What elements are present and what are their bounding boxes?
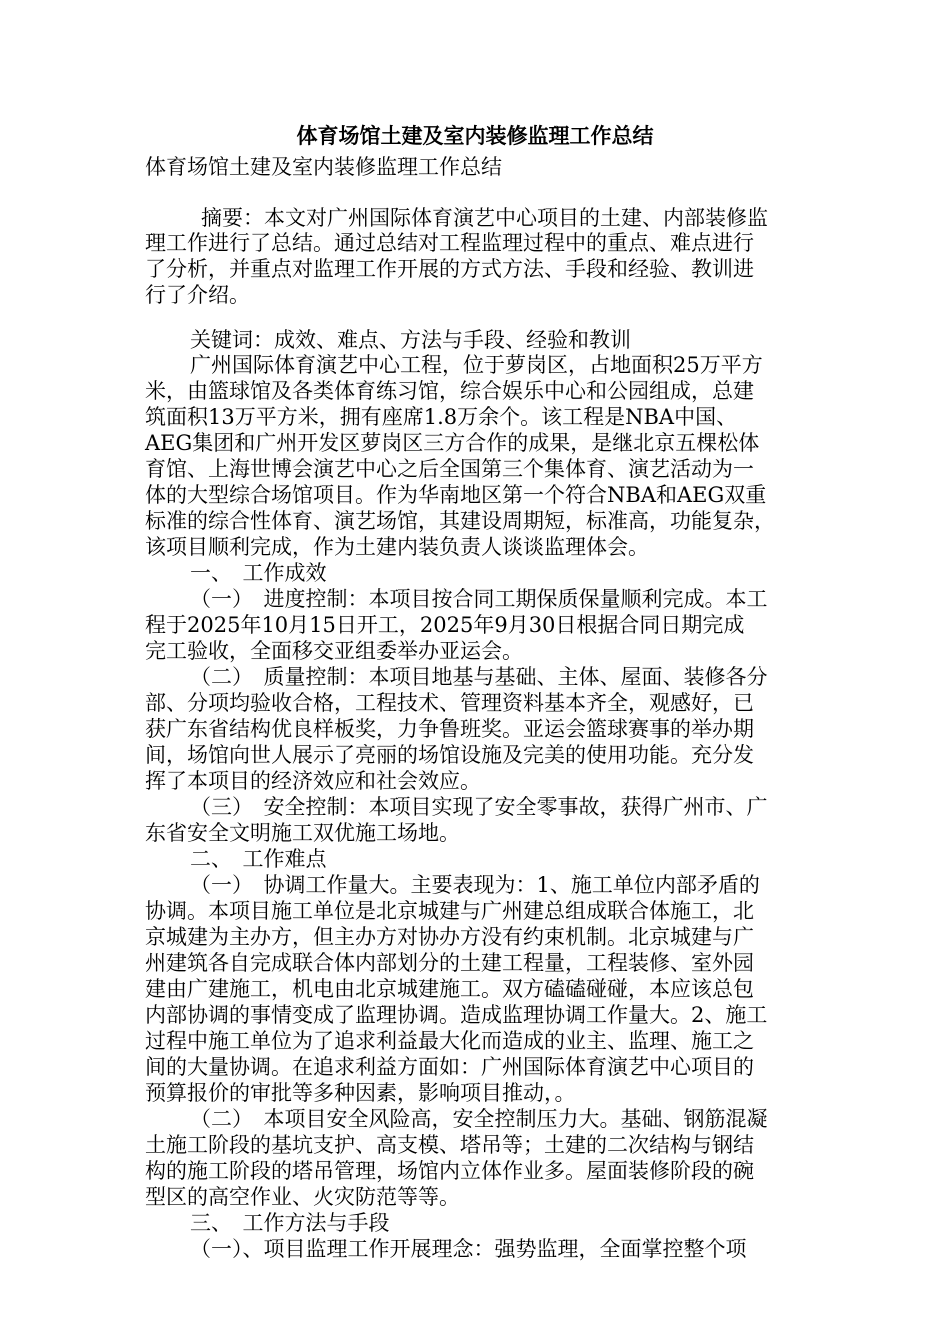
body-line: 挥了本项目的经济效应和社会效应。 — [145, 769, 481, 793]
section-heading: 二、 工作难点 — [190, 847, 327, 871]
body-line: 米，由篮球馆及各类体育练习馆，综合娱乐中心和公园组成，总建 — [145, 379, 754, 403]
body-line: 育馆、上海世博会演艺中心之后全国第三个集体育、演艺活动为一 — [145, 457, 754, 481]
body-line: 间的大量协调。在追求利益方面如：广州国际体育演艺中心项目的 — [145, 1055, 754, 1079]
body-line: （一） 协调工作量大。主要表现为：1、施工单位内部矛盾的 — [190, 873, 760, 897]
body-line: 东省安全文明施工双优施工场地。 — [145, 821, 460, 845]
section-heading: 一、 工作成效 — [190, 561, 327, 585]
body-line: 京城建为主办方，但主办方对协办方没有约束机制。北京城建与广 — [145, 925, 754, 949]
body-line: 型区的高空作业、火灾防范等等。 — [145, 1185, 460, 1209]
body-line: 建由广建施工，机电由北京城建施工。双方磕磕碰碰，本应该总包 — [145, 977, 754, 1001]
body-line: 间，场馆向世人展示了亮丽的场馆设施及完美的使用功能。充分发 — [145, 743, 754, 767]
body-line: 获广东省结构优良样板奖，力争鲁班奖。亚运会篮球赛事的举办期 — [145, 717, 754, 741]
body-line: 体的大型综合场馆项目。作为华南地区第一个符合NBA和AEG双重 — [145, 483, 767, 507]
abstract-line: 行了介绍。 — [145, 283, 250, 307]
body-line: 完工验收，全面移交亚组委举办亚运会。 — [145, 639, 523, 663]
body-line: 程于2025年10月15日开工，2025年9月30日根据合同日期完成 — [145, 613, 745, 637]
keywords-line: 关键词：成效、难点、方法与手段、经验和教训 — [190, 328, 631, 352]
body-line: 部、分项均验收合格，工程技术、管理资料基本齐全，观感好，已 — [145, 691, 754, 715]
body-line: 州建筑各自完成联合体内部划分的土建工程量，工程装修、室外园 — [145, 951, 754, 975]
abstract-line: 了分析，并重点对监理工作开展的方式方法、手段和经验、教训进 — [145, 257, 754, 281]
body-line: AEG集团和广州开发区萝岗区三方合作的成果，是继北京五棵松体 — [145, 431, 760, 455]
body-line: （一） 进度控制：本项目按合同工期保质保量顺利完成。本工 — [190, 587, 768, 611]
body-line: 预算报价的审批等多种因素，影响项目推动，。 — [145, 1081, 576, 1105]
section-heading: 三、 工作方法与手段 — [190, 1211, 390, 1235]
body-line: 标准的综合性体育、演艺场馆，其建设周期短，标准高，功能复杂， — [145, 509, 775, 533]
body-line: 该项目顺利完成，作为土建内装负责人谈谈监理体会。 — [145, 535, 649, 559]
body-line: （三） 安全控制：本项目实现了安全零事故，获得广州市、广 — [190, 795, 768, 819]
subtitle-line: 体育场馆土建及室内装修监理工作总结 — [145, 155, 502, 179]
body-line: 筑面积13万平方米，拥有座席1.8万余个。该工程是NBA中国、 — [145, 405, 738, 429]
body-line: （二） 质量控制：本项目地基与基础、主体、屋面、装修各分 — [190, 665, 768, 689]
body-line: （二） 本项目安全风险高，安全控制压力大。基础、钢筋混凝 — [190, 1107, 768, 1131]
body-line: 内部协调的事情变成了监理协调。造成监理协调工作量大。2、施工 — [145, 1003, 768, 1027]
abstract-line: 摘要：本文对广州国际体育演艺中心项目的土建、内部装修监 — [201, 206, 768, 230]
body-line: 构的施工阶段的塔吊管理，场馆内立体作业多。屋面装修阶段的碗 — [145, 1159, 754, 1183]
body-line: 过程中施工单位为了追求利益最大化而造成的业主、监理、施工之 — [145, 1029, 754, 1053]
body-line: 广州国际体育演艺中心工程，位于萝岗区，占地面积25万平方 — [190, 353, 763, 377]
abstract-line: 理工作进行了总结。通过总结对工程监理过程中的重点、难点进行 — [145, 231, 754, 255]
body-line: （一）、项目监理工作开展理念：强势监理，全面掌控整个项 — [190, 1237, 747, 1261]
document-title: 体育场馆土建及室内装修监理工作总结 — [296, 124, 654, 148]
body-line: 协调。本项目施工单位是北京城建与广州建总组成联合体施工，北 — [145, 899, 754, 923]
body-line: 土施工阶段的基坑支护、高支模、塔吊等；土建的二次结构与钢结 — [145, 1133, 754, 1157]
